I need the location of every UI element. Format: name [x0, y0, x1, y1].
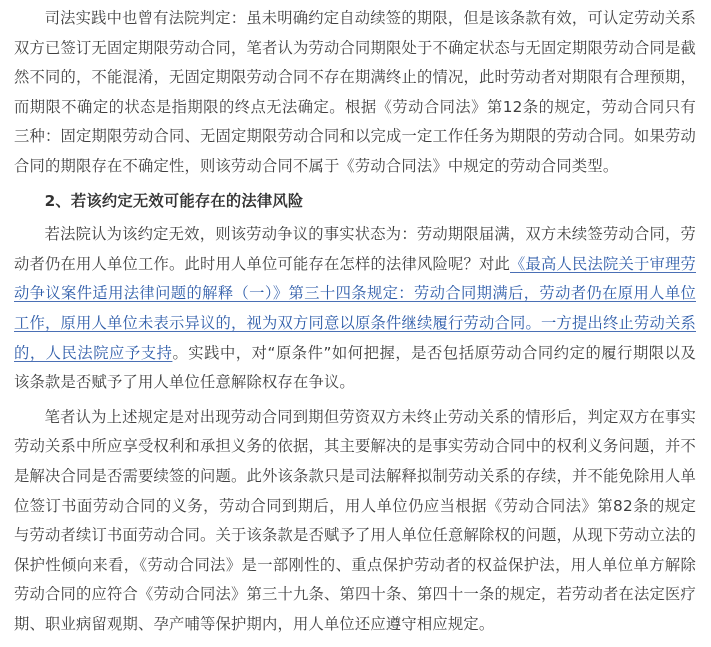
judicial-interpretation-citation-continued: 继续履行劳动合同。一方提出终止劳动关系的，人民法院应予支持 — [14, 313, 696, 362]
paragraph-text-intro: 若法院认为该约定无效，则该劳动争议的事实状态为：劳动期限届满，双方未续签劳动合同，劳动者仍在用人单位工作。此时用人单位可能存在怎样的法律风险呢？对此 — [14, 225, 696, 273]
paragraph-text-outro: 。实践中，对“原条件”如何把握，是否包括原劳动合同约定的履行期限以及该条款是否赋予了用人单位任意解除权存在争议。 — [14, 343, 696, 392]
paragraph-author-opinion: 笔者认为上述规定是对出现劳动合同到期但劳资双方未终止劳动关系的情形后，判定双方在事实劳动关系中所应享受权利和承担义务的依据，其主要解决的是事实劳动合同中的权利义务问题，并不是解决合同是否需要续签的问题。此外该条款只是司法解释拟制劳动关系的存续，并不能免除用人单位签订书面劳动合同的义务，劳动合同到期后，用人单位仍应当根据《劳动合同法》第82条的规定与劳动者续订书面劳动合同。关于该条款是否赋予了用人单位任意解除权的问题，从现下劳动立法的保护性倾向来看，《劳动合同法》是一部刚性的、重点保护劳动者的权益保护法，用人单位单方解除劳动合同的应符合《劳动合同法》第三十九条、第四十条、第四十一条的规定，若劳动者在法定医疗期、职业病留观期、孕产哺等保护期内，用人单位还应遵守相应规定。 — [14, 407, 696, 633]
original-conditions-link[interactable]: 原条件 — [355, 313, 402, 332]
section-heading-legal-risk: 2、若该约定无效可能存在的法律风险 — [44, 191, 304, 210]
paragraph-court-practice: 司法实践中也曾有法院判定：虽未明确约定自动续签的期限，但是该条款有效，可认定劳动关系双方已签订无固定期限劳动合同，笔者认为劳动合同期限处于不确定状态与无固定期限劳动合同是截然不同的，不能混淆，无固定期限劳动合同不存在期满终止的情况，此时劳动者对期限有合理预期，而期限不确定的状态是指期限的终点无法确定。根据《劳动合同法》第12条的规定，劳动合同只有三种：固定期限劳动合同、无固定期限劳动合同和以完成一定工作任务为期限的劳动合同。如果劳动合同的期限存在不确定性，则该劳动合同不属于《劳动合同法》中规定的劳动合同类型。 — [14, 9, 696, 175]
article-body — [14, 4, 696, 644]
paragraph-invalid-agreement — [14, 220, 696, 398]
judicial-interpretation-citation: 《最高人民法院关于审理劳动争议案件适用法律问题的解释（一）》第三十四条规定：劳动合同期满后，劳动者仍在原用人单位工作，原用人单位未表示异议的，视为双方同意以 — [14, 254, 696, 332]
